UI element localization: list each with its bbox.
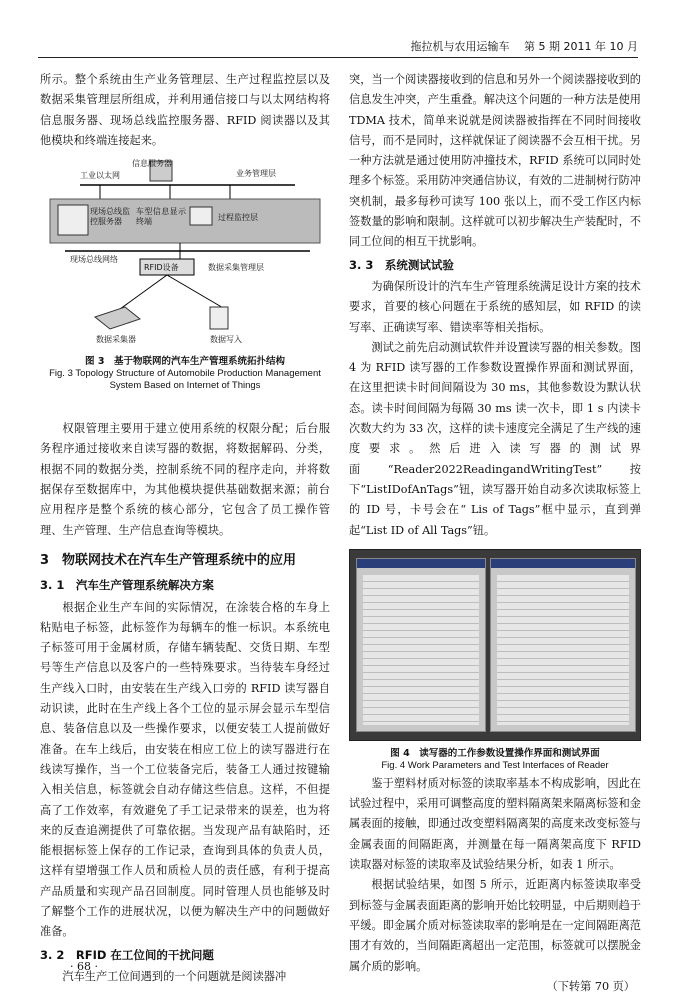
page-number: · 68 · [70, 960, 98, 973]
paragraph: 突，当一个阅读器接收到的信息和另外一个阅读器接收到的信息发生冲突，产生重叠。解决这个问题的一种方法是使用 TDMA 技术，简单来说就是阅读器被指挥在不同时间接收信号，而不是同时，这样就保证了阅读器不会互相干扰。另一种方法就是通过使用防冲撞技术，RFID 系统可以同时处理多个标签。采用防冲突通信协议，有效的二进制树行防冲突机制，最多每秒可读写 100 张以上，而不受工作区内标签数量的影响和限制。这样就可以初步解决生产装配时，不同工位间的相互干扰影响。 [349, 73, 641, 249]
fieldbus-label: 现场总线网络 [70, 255, 118, 265]
left-column [40, 70, 330, 987]
paragraph: 汽车生产工位间遇到的一个问题就是阅读器冲 [62, 969, 287, 983]
figure-3-caption-cn: 图 3 基于物联网的汽车生产管理系统拓扑结构 [85, 356, 285, 368]
car-info-terminal-label: 车型信息显示终端 [136, 207, 186, 227]
subsection-heading: 3. 3 系统测试试验 [349, 257, 454, 272]
figure-3-caption-en: Fig. 3 Topology Structure of Automobile Production Management System Based on Internet of Things [49, 368, 321, 392]
running-header [411, 38, 638, 54]
figure-4-screenshot [349, 549, 641, 741]
subsection-heading: 3. 1 汽车生产管理系统解决方案 [40, 578, 214, 593]
paragraph: 根据试验结果，如图 5 所示，近距离内标签读取率受到标签与金属表面距离的影响开始比较明显，中后期则趋于平缓。即金属介质对标签读取率的影响是在一定间隔距离范围才有效的，当间隔距离超出一定范围，标签就可以摆脱金属介质的影响。 [349, 878, 641, 973]
info-server-label: 信息服务器 [132, 159, 172, 169]
business-layer-label: 业务管理层 [236, 169, 276, 179]
figure-3 [40, 159, 330, 419]
ethernet-label: 工业以太网 [80, 171, 120, 181]
data-layer-label: 数据采集管理层 [208, 263, 264, 273]
paragraph: 鉴于塑料材质对标签的读取率基本不构成影响，因此在试验过程中，采用可调整高度的塑料隔离架来隔离标签和金属表面的接触，即通过改变塑料隔离架的高度来改变标签与金属表面的间隔距离，并测量在每一隔离架高度下 RFID 读取器对标签的读取率及试验结果分析，如表 1 所示。 [349, 776, 641, 872]
process-layer-label: 过程监控层 [218, 213, 258, 223]
rfid-device-label: RFID设备 [144, 263, 179, 273]
right-column [349, 70, 641, 997]
journal-name: 拖拉机与农用运输车 [410, 40, 510, 53]
paragraph: 测试之前先启动测试软件并设置读写器的相关参数。图 4 为 RFID 读写器的工作参数设置操作界面和测试界面，在这里把读卡时间间隔设为 30 ms，其他参数设为默认状态。读卡时间间隔为每隔 30 ms 读一次卡，即 1 s 内读卡次数大约为 33 次，这样的读卡速度完全满足了生产线的速度要求。然后进入读写器的测试界面“Reader2022ReadingandWritingTest”按下“ListIDofAnTags”钮，读写器开始自动多次读取标签上的 ID 号，卡号会在“ Lis of Tags”框中显示，直到弹起“List ID of All Tags”钮。 [349, 340, 641, 537]
field-server-label: 现场总线监控服务器 [90, 207, 130, 227]
paragraph: 权限管理主要用于建立使用系统的权限分配；后台服务程序通过接收来自读写器的数据，将数据解码、分类，根据不同的数据分类，控制系统不同的程序走向，并将数据保存至数据库中，为其他模块提供基础数据来源；前台应用程序是整个系统的核心部分，它包含了员工操作管理、生产管理、生产信息查询等模块。 [40, 422, 330, 537]
continued-note: （下转第 70 页） [546, 979, 635, 993]
issue-info: 第 5 期 2011 年 10 月 [524, 40, 638, 53]
paragraph: 所示。整个系统由生产业务管理层、生产过程监控层以及数据采集管理层所组成，并利用通信接口与以太网结构将信息服务器、现场总线监控服务器、RFID 阅读器以及其他模块和终端连接起来。 [40, 73, 330, 147]
header-rule [38, 57, 638, 58]
test-window [490, 558, 636, 732]
parameter-window [356, 558, 486, 732]
paragraph: 根据企业生产车间的实际情况，在涂装合格的车身上粘贴电子标签，此标签作为每辆车的惟一标识。本系统电子标签可用于金属材质，存储车辆装配、交货日期、车型号等生产信息以及客户的一些特殊要求。当待装车身经过生产线入口时，由安装在生产线入口旁的 RFID 读写器自动识读，此时在生产线上各个工位的显示屏会显示车型信息、装备信息以及一些操作要求，以便安装工人提前做好准备。在车上线后，由安装在相应工位上的读写器进行在线读写操作，当一个工位装备完后，装备工人通过按键输入相关信息，标签就会自动存储这些信息。这样，不但提高了工作效率，有效避免了手工记录带来的误差，也为将来的反查追溯提供了可靠依据。当发现产品有缺陷时，还能根据标签上保存的工作记录，查询到具体的负责人员，这样有望增强工作人员和质检人员的责任感，有利于提高产品质量和实现产品召回制度。同时管理人员也能够及时了解整个工作的进展状况，以便为解决生产中的问题做好准备。 [40, 600, 330, 939]
figure-4-caption-cn: 图 4 读写器的工作参数设置操作界面和测试界面 [390, 747, 600, 759]
section-heading: 3 物联网技术在汽车生产管理系统中的应用 [40, 552, 297, 568]
subsection-heading: 3. 2 RFID 在工位间的干扰问题 [40, 947, 214, 962]
figure-4-caption-en: Fig. 4 Work Parameters and Test Interfaces of Reader [381, 759, 609, 771]
paragraph: 为确保所设计的汽车生产管理系统满足设计方案的技术要求，首要的核心问题在于系统的感知层，如 RFID 的读写率、正确读写率、错读率等相关指标。 [349, 279, 641, 334]
collector-label: 数据采集器 [96, 335, 136, 345]
writer-label: 数据写入 [210, 335, 242, 345]
